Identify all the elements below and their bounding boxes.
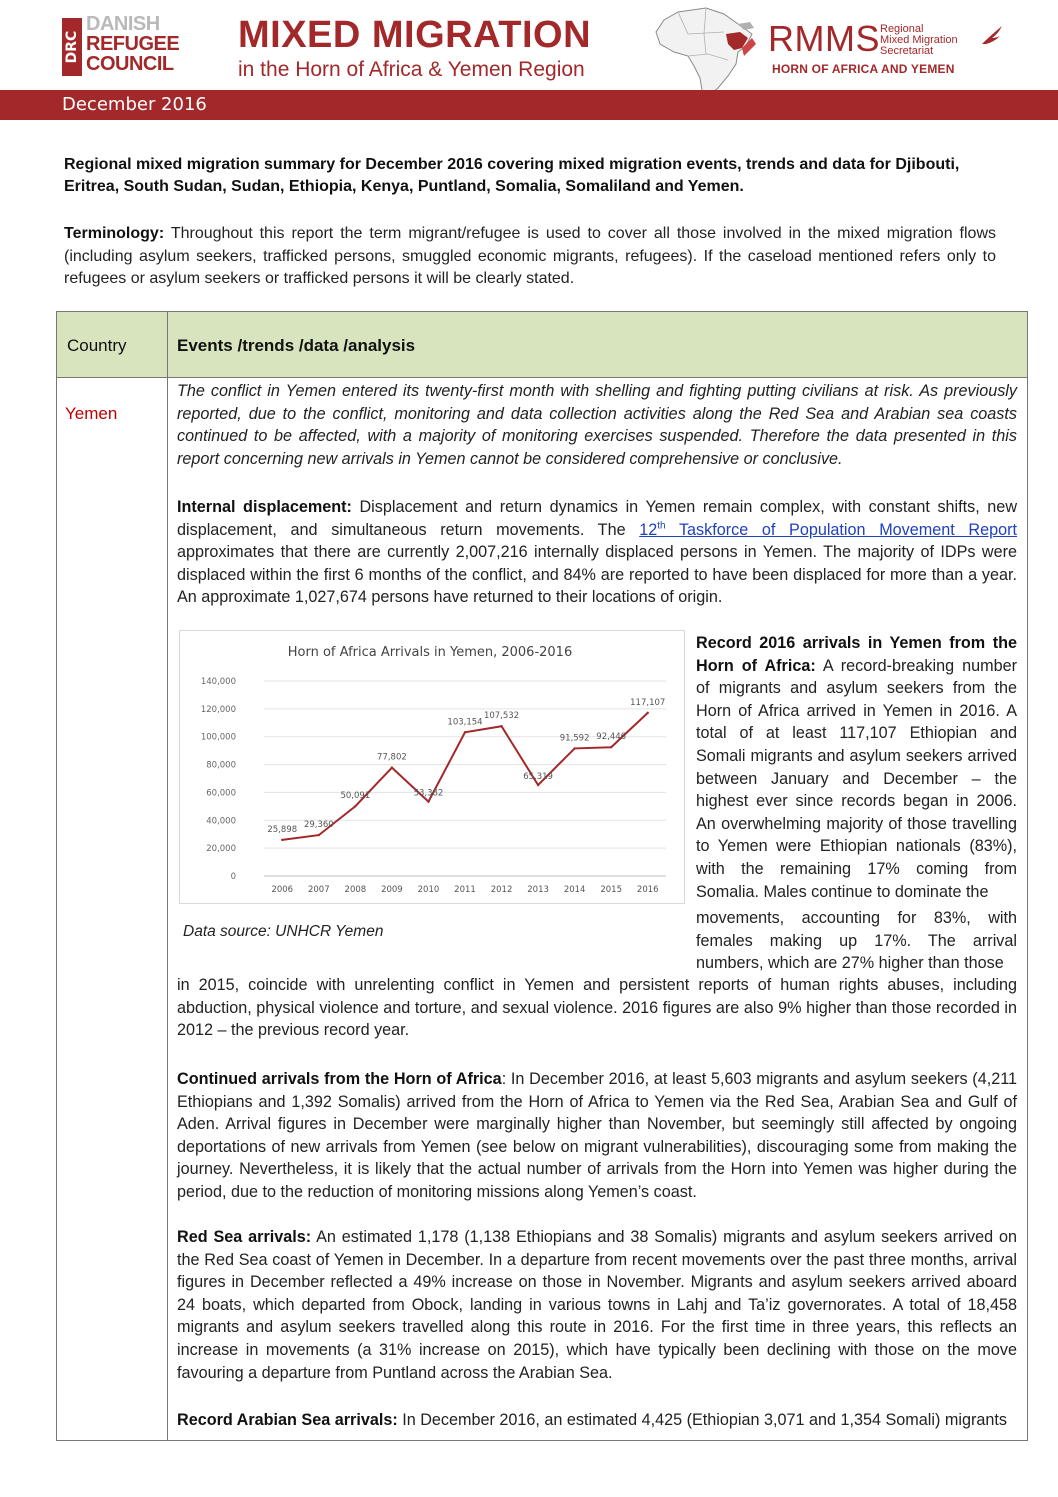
data-label: 53,382 (413, 788, 444, 799)
terminology-paragraph (64, 223, 996, 291)
data-label: 25,898 (267, 824, 298, 835)
link-number: 12 (639, 520, 658, 539)
data-point (464, 731, 466, 733)
drc-word-1: DANISH (86, 13, 160, 35)
rmms-line-2: Mixed Migration (880, 34, 958, 46)
drc-word-2: REFUGEE (86, 33, 180, 55)
report-header (0, 0, 1058, 90)
x-tick-label: 2011 (454, 885, 476, 895)
record-arrivals-tail: in 2015, coincide with unrelenting conflict in Yemen and persistent reports of human rights abuses, including abduction, physical violence and torture, and sexual violence. 2016 figures are also 9% higher than those recorded in 2012 – the previous record year. (177, 976, 1017, 1040)
idp-text-1: Displacement and return dynamics in Yemen remain complex, with constant shifts, new displacement, and simultaneous return movements. The (177, 498, 1018, 539)
continued-label: Continued arrivals from the Horn of Africa (177, 1070, 502, 1088)
data-label: 107,532 (483, 711, 520, 722)
report-date: December 2016 (62, 94, 207, 115)
terminology-label: Terminology: (64, 225, 165, 242)
x-tick-label: 2010 (417, 885, 440, 895)
x-tick-label: 2009 (381, 885, 403, 895)
x-tick-label: 2007 (307, 885, 330, 895)
red-sea-text: An estimated 1,178 (1,138 Ethiopians and 38 Somalis) migrants and asylum seekers arrived on the Red Sea coast of Yemen in December. In a departure from recent movements over the past three months, arrival figures in December reflected a 49% increase on those in November. Migrants and asylum seekers arrived aboard 24 boats, which departed from Obock, landing in various towns in Lahj and Ta’iz governorates. A total of 18,458 migrants and asylum seekers travelled along this route in 2016. For the first time in three years, this reflects an increase in movements (a 31% increase on 2015), which have typically been declining with those on the move favouring a departure from Puntland across the Arabian Sea. (177, 1228, 1018, 1382)
data-point (647, 712, 649, 714)
data-label: 91,592 (559, 733, 590, 744)
data-point (354, 805, 356, 807)
arabian-sea-label: Record Arabian Sea arrivals: (177, 1411, 398, 1429)
table-header-row (57, 312, 1027, 378)
arrivals-chart (179, 630, 685, 904)
idp-label: Internal displacement: (177, 498, 352, 516)
data-point (281, 839, 283, 841)
rmms-line-1: Regional (880, 23, 924, 35)
data-label: 65,319 (523, 772, 553, 783)
data-label: 117,107 (630, 697, 666, 708)
rmms-full-name (880, 24, 958, 57)
x-tick-label: 2014 (563, 885, 586, 895)
column-header-events: Events /trends /data /analysis (177, 336, 416, 355)
x-tick-label: 2008 (344, 885, 367, 895)
intro-summary: Regional mixed migration summary for December 2016 covering mixed migration events, trends and data for Djibouti, Eritrea, South Sudan, Sudan, Ethiopia, Kenya, Puntland, Somalia, Somaliland and Yemen. (64, 156, 960, 195)
red-sea-label: Red Sea arrivals: (177, 1228, 312, 1246)
data-point (318, 834, 320, 836)
red-sea-paragraph (177, 1226, 1017, 1384)
arabian-sea-text: In December 2016, an estimated 4,425 (Ethiopian 3,071 and 1,354 Somali) migrants (397, 1411, 1007, 1429)
record-arrivals-continued: movements, accounting for 83%, with females making up 17%. The arrival numbers, which are 27% higher than those (696, 909, 1017, 973)
data-label: 29,360 (303, 820, 334, 831)
data-point (500, 725, 502, 727)
terminology-text: Throughout this report the term migrant/refugee is used to cover all those involved in the mixed migration flows (including asylum seekers, trafficked persons, smuggled economic migrants, refugees). If the caseload mentioned refers only to refugees or asylum seekers or trafficked persons it will be clearly stated. (64, 225, 996, 287)
report-title: MIXED MIGRATION (238, 14, 592, 56)
chart-data-source: Data source: UNHCR Yemen (183, 923, 384, 940)
internal-displacement-paragraph (177, 496, 1017, 609)
data-point (537, 784, 539, 786)
y-tick-label: 80,000 (206, 760, 236, 771)
yemen-conflict-paragraph: The conflict in Yemen entered its twenty-first month with shelling and fighting putting civilians at risk. As previously reported, due to the conflict, monitoring and data collection activities along the Red Sea and Arabian sea coasts continued to be affected, with a majority of monitoring exercises suspended. Therefore the data presented in this report concerning new arrivals in Yemen cannot be considered comprehensive or conclusive. (177, 382, 1017, 468)
drc-mark-icon (62, 18, 82, 76)
y-tick-label: 100,000 (200, 732, 236, 743)
country-name: Yemen (65, 404, 118, 423)
x-tick-label: 2012 (490, 885, 513, 895)
africa-map-icon (648, 4, 764, 100)
y-tick-label: 20,000 (206, 844, 236, 855)
column-divider (167, 312, 168, 1440)
date-banner (0, 90, 1058, 120)
y-tick-label: 60,000 (206, 788, 236, 799)
rmms-region: HORN OF AFRICA AND YEMEN (772, 62, 955, 76)
data-label: 77,802 (377, 752, 407, 763)
link-superscript: th (657, 520, 666, 532)
svg-text:DRC: DRC (64, 30, 80, 64)
data-point (573, 747, 575, 749)
rmms-logo (768, 18, 1008, 82)
data-point (610, 746, 612, 748)
x-tick-label: 2015 (600, 885, 623, 895)
y-tick-label: 40,000 (206, 816, 236, 827)
rmms-line-3: Secretariat (880, 45, 934, 57)
data-point (427, 800, 429, 802)
chart-title: Horn of Africa Arrivals in Yemen, 2006-2016 (287, 645, 573, 660)
record-text-a: A record-breaking number of migrants and asylum seekers from the Horn of Africa arrived in Yemen in 2016. A total of at least 117,107 Ethiopian and Somali migrants and asylum seekers arrived between January and December – the highest ever since records began in 2006. An overwhelming majority of those travelling to Yemen were Ethiopian nationals (83%), with the remaining 17% coming from Somalia. Males continue to dominate the (696, 656, 1017, 901)
report-title-block (238, 14, 591, 82)
y-tick-label: 0 (230, 872, 236, 882)
y-tick-label: 120,000 (200, 704, 236, 715)
x-tick-label: 2006 (271, 885, 294, 895)
arabian-sea-paragraph (177, 1409, 1017, 1432)
data-label: 103,154 (447, 717, 483, 728)
bird-icon (978, 22, 1006, 50)
record-arrivals-paragraph (696, 632, 1017, 903)
link-text: Taskforce of Population Movement Report (665, 520, 1017, 539)
report-subtitle: in the Horn of Africa & Yemen Region (238, 58, 585, 81)
continued-text: : In December 2016, at least 5,603 migrants and asylum seekers (4,211 Ethiopians and 1,392 Somalis) arrived from the Horn of Africa to Yemen via the Red Sea, Arabian Sea and Gulf of Aden. Arrival figures in December were marginally higher than November, but seemingly still affected by ongoing deportations of new arrivals from Yemen (see below on migrant vulnerabilities), discouraging some from making the journey. Nevertheless, it is likely that the actual number of arrivals from the Horn into Yemen was higher during the period, due to the reduction of monitoring missions along Yemen’s coast. (177, 1070, 1017, 1201)
data-label: 92,446 (596, 732, 627, 743)
rmms-wordmark: RMMS (768, 18, 880, 59)
x-tick-label: 2016 (636, 885, 659, 895)
country-events-table (56, 311, 1028, 1441)
y-tick-label: 140,000 (200, 677, 236, 687)
column-header-country: Country (67, 336, 127, 355)
idp-text-2: approximates that there are currently 2,007,216 internally displaced persons in Yemen. The majority of IDPs were displaced within the first 6 months of the conflict, and 84% are reported to have been displaced for more than a year. An approximate 1,027,674 persons have returned to their locations of origin. (177, 543, 1017, 607)
data-label: 50,091 (340, 791, 371, 802)
x-tick-label: 2013 (527, 885, 549, 895)
drc-word-3: COUNCIL (86, 53, 174, 75)
data-point (391, 766, 393, 768)
drc-wordmark (86, 14, 179, 74)
record-label: Record 2016 arrivals in Yemen from the Horn of Africa: (696, 634, 1017, 675)
continued-arrivals-paragraph (177, 1068, 1017, 1204)
chart-plot-area (180, 631, 684, 903)
taskforce-report-link[interactable] (639, 521, 1017, 539)
drc-logo (62, 14, 192, 78)
